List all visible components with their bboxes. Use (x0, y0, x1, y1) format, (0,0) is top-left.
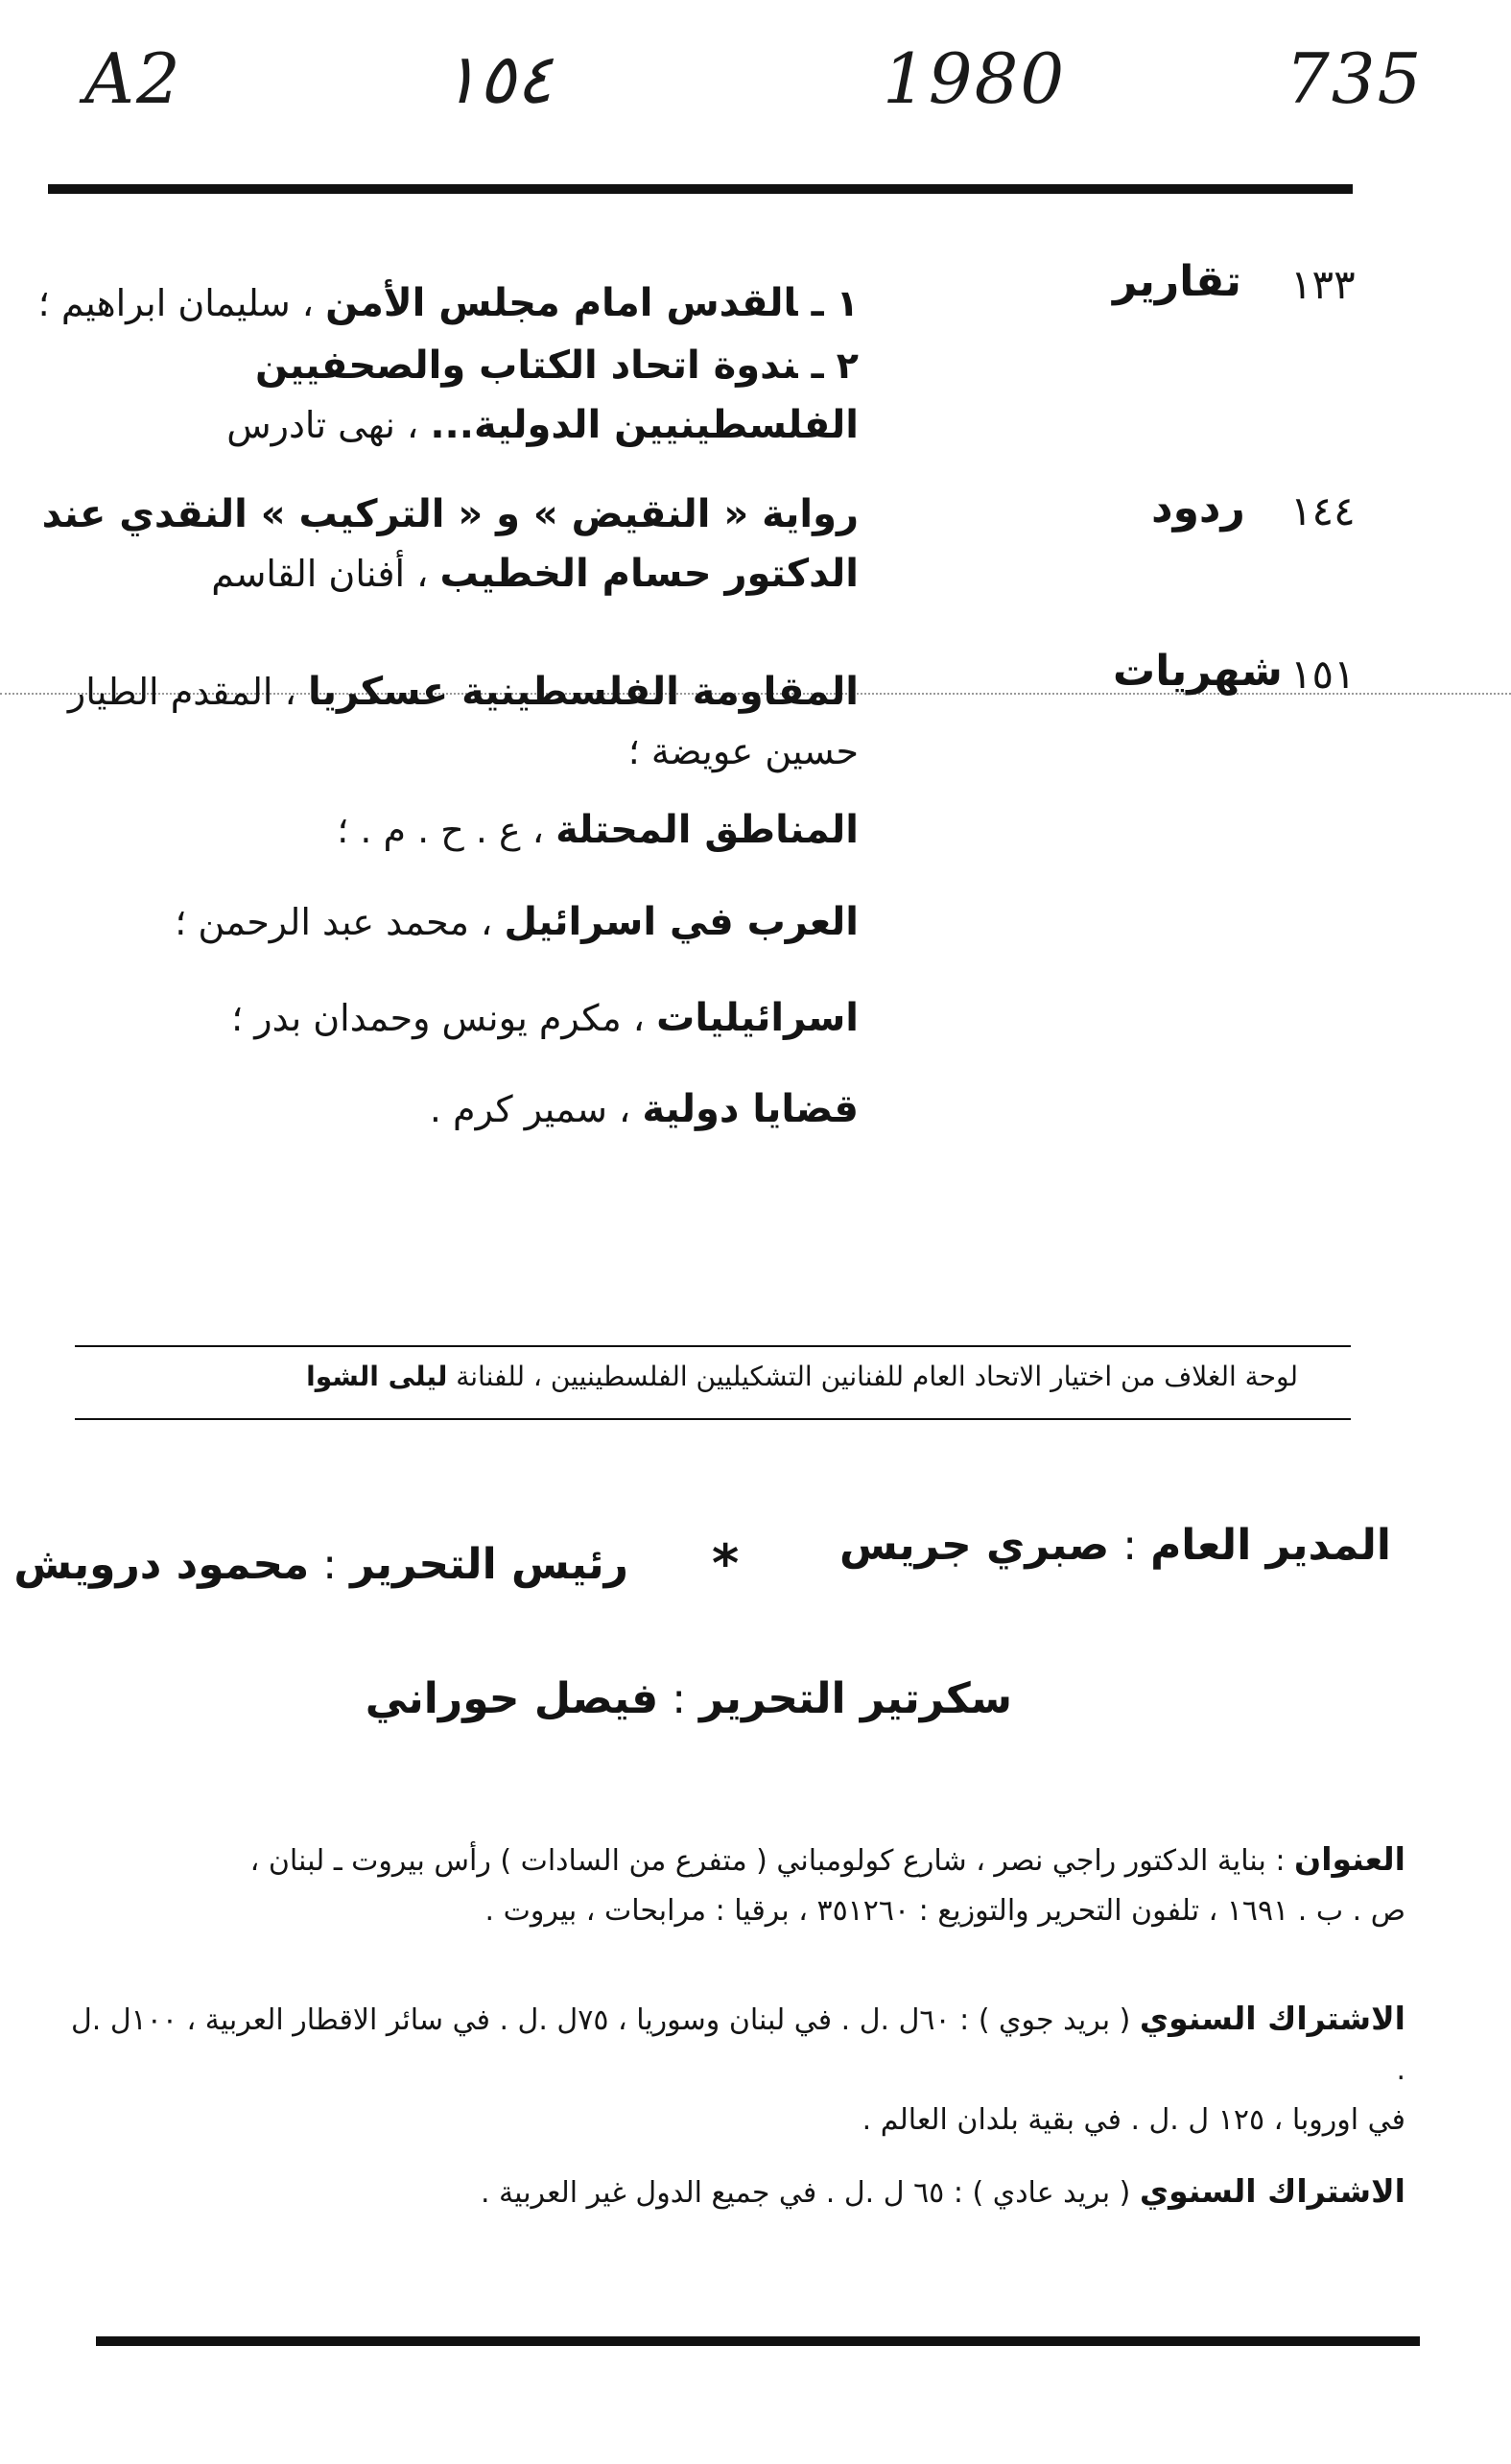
editor-label: رئيس التحرير (350, 1540, 628, 1589)
entry-author: ، ع . ح . م . ؛ (337, 809, 545, 851)
subscription-air-line-2: في اوروبا ، ١٢٥ ل .ل . في بقية بلدان العالم . (862, 2103, 1405, 2137)
entry-number: ١ ـ (811, 282, 859, 324)
entry-author: ، مكرم يونس وحمدان بدر ؛ (231, 997, 646, 1039)
editor-in-chief (13, 1540, 628, 1589)
section-replies: ردود (1151, 484, 1245, 533)
entry-author: ، المقدم الطيار حسين عويضة ؛ (67, 671, 859, 772)
subscription-air-label: الاشتراك السنوي (1139, 2000, 1405, 2037)
editor-name: محمود درويش (13, 1540, 310, 1589)
handwritten-mark-year: 1980 (883, 38, 1067, 119)
entry-author: ، أفنان القاسم (211, 553, 429, 595)
entry-title: قضايا دولية (642, 1087, 859, 1131)
address-line-1 (62, 1835, 1405, 1886)
subscription-regular (62, 2167, 1405, 2218)
entry-reports-2 (34, 336, 859, 455)
entry-author: ، سمير كرم . (429, 1088, 631, 1130)
page-number-replies: ١٤٤ (1290, 487, 1356, 534)
address-text-1: : بناية الدكتور راجي نصر ، شارع كولومباني ( متفرع من السادات ) رأس بيروت ـ لبنان ، (249, 1844, 1286, 1878)
page-number-monthlies: ١٥١ (1290, 651, 1356, 698)
entry-replies-1 (34, 485, 859, 604)
director-label: المدير العام (1150, 1521, 1391, 1570)
entry-title: ندوة اتحاد الكتاب والصحفيين الفلسطينيين الدولية... (254, 344, 859, 447)
separator-star: * (712, 1533, 740, 1594)
colon: : (672, 1674, 687, 1723)
secretary-name: فيصل حوراني (365, 1674, 659, 1723)
handwritten-mark-issue: ١٥٤ (441, 38, 554, 119)
subscription-air-text-1: ( بريد جوي ) : ٦٠ل .ل . في لبنان وسوريا ، ٧٥ل .ل . في سائر الاقطار العربية ، ١٠٠ل .ل . (71, 2003, 1405, 2087)
director (839, 1521, 1391, 1570)
subscription-regular-text-1: ( بريد عادي ) : ٦٥ ل .ل . في جميع الدول غير العربية . (480, 2176, 1131, 2210)
entry-author: ، سليمان ابراهيم ؛ (37, 282, 315, 324)
entry-title: المناطق المحتلة (555, 808, 859, 852)
subscription-air-line-1 (62, 1994, 1405, 2096)
entry-title: رواية « النقيض » و « التركيب » النقدي عند الدكتور حسام الخطيب (41, 492, 859, 596)
page-number-reports: ١٣٣ (1290, 261, 1356, 308)
address-line-2: ص . ب . ١٦٩١ ، تلفون التحرير والتوزيع : ٣٥١٢٦٠ ، برقيا : مرابحات ، بيروت . (484, 1894, 1405, 1928)
cover-note-rule-top (75, 1345, 1351, 1347)
entry-title: العرب في اسرائيل (504, 900, 859, 944)
handwritten-mark-page: 735 (1286, 38, 1424, 119)
cover-note-artist: ليلى الشوا (306, 1361, 448, 1392)
subscription-regular-line-1 (62, 2167, 1405, 2218)
entry-title: القدس امام مجلس الأمن (325, 281, 798, 325)
top-rule (48, 184, 1353, 194)
handwritten-mark-a2: A2 (84, 38, 182, 119)
address-label: العنوان (1294, 1840, 1405, 1878)
cover-note-rule-bottom (75, 1418, 1351, 1420)
editorial-secretary (366, 1674, 1012, 1723)
entry-author: ، نهى تادرس (226, 404, 419, 446)
section-reports: تقارير (1113, 257, 1241, 306)
address (62, 1835, 1405, 1936)
cover-note (99, 1361, 1298, 1392)
secretary-label: سكرتير التحرير (699, 1674, 1012, 1723)
subscription-regular-label: الاشتراك السنوي (1139, 2172, 1405, 2210)
section-monthlies: شهريات (1113, 647, 1283, 696)
cover-note-text: لوحة الغلاف من اختيار الاتحاد العام للفنانين التشكيليين الفلسطينيين ، للفنانة (456, 1361, 1298, 1392)
entry-reports-1 (34, 273, 859, 333)
entry-author: ، محمد عبد الرحمن ؛ (175, 901, 493, 943)
entry-monthlies-3 (34, 892, 859, 952)
entry-title: اسرائيليات (656, 996, 859, 1040)
subscription-air (62, 1994, 1405, 2145)
entry-title: المقاومة الفلسطينية عسكريا (307, 670, 859, 714)
entry-number: ٢ ـ (811, 344, 859, 387)
director-name: صبري جريس (838, 1521, 1110, 1570)
entry-monthlies-1 (34, 662, 859, 781)
entry-monthlies-5 (34, 1079, 859, 1139)
entry-monthlies-2 (34, 800, 859, 860)
bottom-rule (96, 2336, 1420, 2346)
colon: : (1122, 1521, 1138, 1570)
colon: : (322, 1540, 338, 1589)
entry-monthlies-4 (34, 988, 859, 1048)
